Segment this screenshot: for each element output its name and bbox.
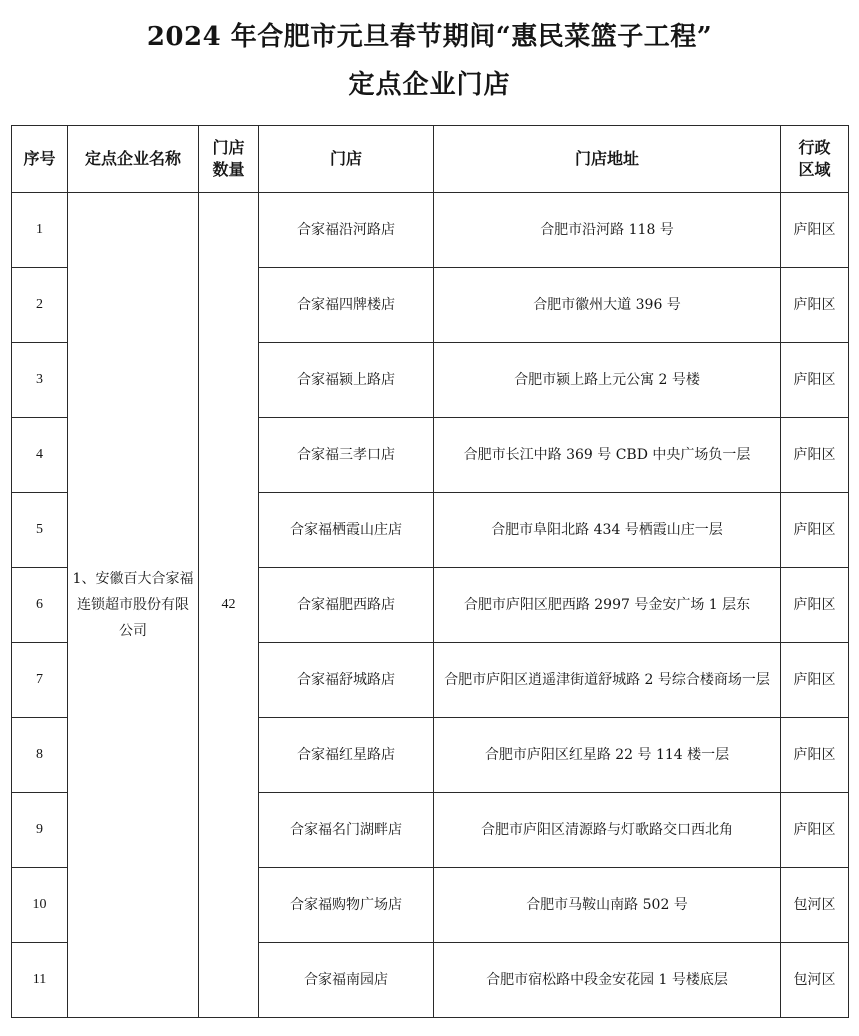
row-index-cell: 5 [12,493,68,568]
header-count-label: 门店数量 [212,138,245,179]
store-address-cell: 合肥市庐阳区清源路与灯歌路交口西北角 [434,793,781,868]
region-cell: 庐阳区 [781,268,849,343]
region-cell: 庐阳区 [781,793,849,868]
region-cell: 庐阳区 [781,193,849,268]
header-count [199,126,259,193]
header-address: 门店地址 [434,126,781,193]
store-address-cell: 合肥市马鞍山南路 502 号 [434,868,781,943]
store-address-cell: 合肥市庐阳区肥西路 2997 号金安广场 1 层东 [434,568,781,643]
title-line-1: 2024 年合肥市元旦春节期间“惠民菜篮子工程” [146,22,713,52]
row-index-cell: 7 [12,643,68,718]
store-address-cell: 合肥市阜阳北路 434 号栖霞山庄一层 [434,493,781,568]
table-row [12,193,849,268]
header-company: 定点企业名称 [68,126,199,193]
region-cell: 庐阳区 [781,718,849,793]
stores-table [11,125,849,1018]
store-name-cell: 合家福颍上路店 [259,343,434,418]
store-name-cell: 合家福栖霞山庄店 [259,493,434,568]
store-name-cell: 合家福南园店 [259,943,434,1018]
row-index-cell: 3 [12,343,68,418]
header-region [781,126,849,193]
store-address-cell: 合肥市颍上路上元公寓 2 号楼 [434,343,781,418]
region-cell: 包河区 [781,868,849,943]
row-index-cell: 8 [12,718,68,793]
region-cell: 庐阳区 [781,568,849,643]
table-header-row [12,126,849,193]
store-name-cell: 合家福名门湖畔店 [259,793,434,868]
store-name-cell: 合家福四牌楼店 [259,268,434,343]
store-name-cell: 合家福购物广场店 [259,868,434,943]
store-name-cell: 合家福红星路店 [259,718,434,793]
store-address-cell: 合肥市徽州大道 396 号 [434,268,781,343]
header-store: 门店 [259,126,434,193]
header-region-label: 行政区域 [798,138,831,179]
store-address-cell: 合肥市宿松路中段金安花园 1 号楼底层 [434,943,781,1018]
row-index-cell: 10 [12,868,68,943]
row-index-cell: 2 [12,268,68,343]
store-address-cell: 合肥市沿河路 118 号 [434,193,781,268]
region-cell: 庐阳区 [781,643,849,718]
title-line-2: 定点企业门店 [348,70,511,100]
header-index: 序号 [12,126,68,193]
table-body [12,193,849,1018]
store-count-cell: 42 [199,193,259,1018]
store-address-cell: 合肥市长江中路 369 号 CBD 中央广场负一层 [434,418,781,493]
region-cell: 包河区 [781,943,849,1018]
store-name-cell: 合家福沿河路店 [259,193,434,268]
store-name-cell: 合家福舒城路店 [259,643,434,718]
region-cell: 庐阳区 [781,493,849,568]
region-cell: 庐阳区 [781,343,849,418]
row-index-cell: 4 [12,418,68,493]
store-address-cell: 合肥市庐阳区逍遥津街道舒城路 2 号综合楼商场一层 [434,643,781,718]
region-cell: 庐阳区 [781,418,849,493]
row-index-cell: 11 [12,943,68,1018]
row-index-cell: 1 [12,193,68,268]
company-name-cell: 1、安徽百大合家福连锁超市股份有限公司 [68,193,199,1018]
row-index-cell: 6 [12,568,68,643]
store-name-cell: 合家福三孝口店 [259,418,434,493]
store-address-cell: 合肥市庐阳区红星路 22 号 114 楼一层 [434,718,781,793]
row-index-cell: 9 [12,793,68,868]
store-name-cell: 合家福肥西路店 [259,568,434,643]
